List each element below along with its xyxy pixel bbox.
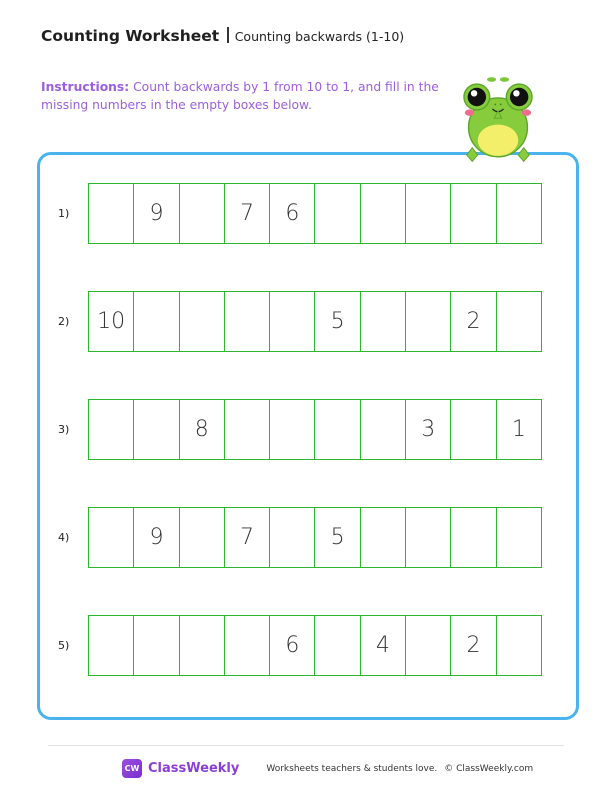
footer	[122, 759, 533, 778]
number-box[interactable]: 1	[497, 400, 542, 459]
number-box[interactable]	[225, 400, 270, 459]
row-label: 1)	[58, 207, 70, 220]
number-box[interactable]: 3	[406, 400, 451, 459]
number-box[interactable]	[497, 508, 542, 567]
number-box[interactable]	[361, 184, 406, 243]
number-box[interactable]: 9	[134, 508, 179, 567]
frog-mascot-icon	[452, 74, 544, 166]
number-box[interactable]	[406, 184, 451, 243]
number-box[interactable]	[270, 292, 315, 351]
number-box[interactable]	[134, 400, 179, 459]
number-box[interactable]	[361, 400, 406, 459]
row-label: 5)	[58, 639, 70, 652]
number-box[interactable]: 4	[361, 616, 406, 675]
number-box[interactable]	[406, 292, 451, 351]
number-box[interactable]	[134, 292, 179, 351]
number-box[interactable]	[225, 616, 270, 675]
number-boxes	[88, 291, 542, 352]
brand-name: ClassWeekly	[148, 761, 240, 776]
number-box[interactable]	[497, 616, 542, 675]
number-box[interactable]	[180, 292, 225, 351]
number-box[interactable]: 5	[315, 292, 360, 351]
footer-tagline: Worksheets teachers & students love.	[266, 763, 438, 774]
number-box[interactable]	[406, 508, 451, 567]
number-box[interactable]	[406, 616, 451, 675]
number-box[interactable]	[451, 508, 496, 567]
number-box[interactable]	[89, 508, 134, 567]
number-box[interactable]: 10	[89, 292, 134, 351]
number-box[interactable]: 6	[270, 616, 315, 675]
number-box[interactable]	[270, 508, 315, 567]
number-box[interactable]	[361, 292, 406, 351]
number-box[interactable]	[451, 400, 496, 459]
number-boxes	[88, 615, 542, 676]
number-box[interactable]	[270, 400, 315, 459]
number-box[interactable]	[89, 184, 134, 243]
number-box[interactable]	[315, 184, 360, 243]
title-divider	[227, 27, 229, 43]
footer-copyright: © ClassWeekly.com	[444, 763, 534, 774]
classweekly-logo-icon: CW	[122, 759, 142, 778]
number-box[interactable]	[89, 400, 134, 459]
instructions	[41, 78, 441, 114]
number-box[interactable]	[497, 184, 542, 243]
number-boxes	[88, 399, 542, 460]
footer-divider	[48, 745, 564, 746]
number-box[interactable]	[225, 292, 270, 351]
number-box[interactable]	[497, 292, 542, 351]
number-box[interactable]	[451, 184, 496, 243]
number-box[interactable]	[361, 508, 406, 567]
number-box[interactable]	[315, 616, 360, 675]
number-box[interactable]	[180, 184, 225, 243]
number-box[interactable]	[180, 616, 225, 675]
worksheet-header	[41, 27, 404, 45]
number-box[interactable]	[89, 616, 134, 675]
row-label: 4)	[58, 531, 70, 544]
number-box[interactable]: 2	[451, 616, 496, 675]
number-box[interactable]: 8	[180, 400, 225, 459]
number-box[interactable]: 7	[225, 184, 270, 243]
instructions-text: Count backwards by 1 from 10 to 1, and fill in the missing numbers in the empty boxes below.	[41, 80, 439, 112]
number-box[interactable]: 5	[315, 508, 360, 567]
number-box[interactable]	[315, 400, 360, 459]
worksheet-subtitle: Counting backwards (1-10)	[234, 29, 405, 44]
number-box[interactable]	[134, 616, 179, 675]
worksheet-title: Counting Worksheet	[41, 27, 220, 45]
number-box[interactable]: 7	[225, 508, 270, 567]
number-box[interactable]: 6	[270, 184, 315, 243]
number-box[interactable]: 9	[134, 184, 179, 243]
number-box[interactable]: 2	[451, 292, 496, 351]
row-label: 2)	[58, 315, 70, 328]
number-boxes	[88, 507, 542, 568]
instructions-label: Instructions:	[41, 80, 130, 94]
row-label: 3)	[58, 423, 70, 436]
number-boxes	[88, 183, 542, 244]
number-box[interactable]	[180, 508, 225, 567]
